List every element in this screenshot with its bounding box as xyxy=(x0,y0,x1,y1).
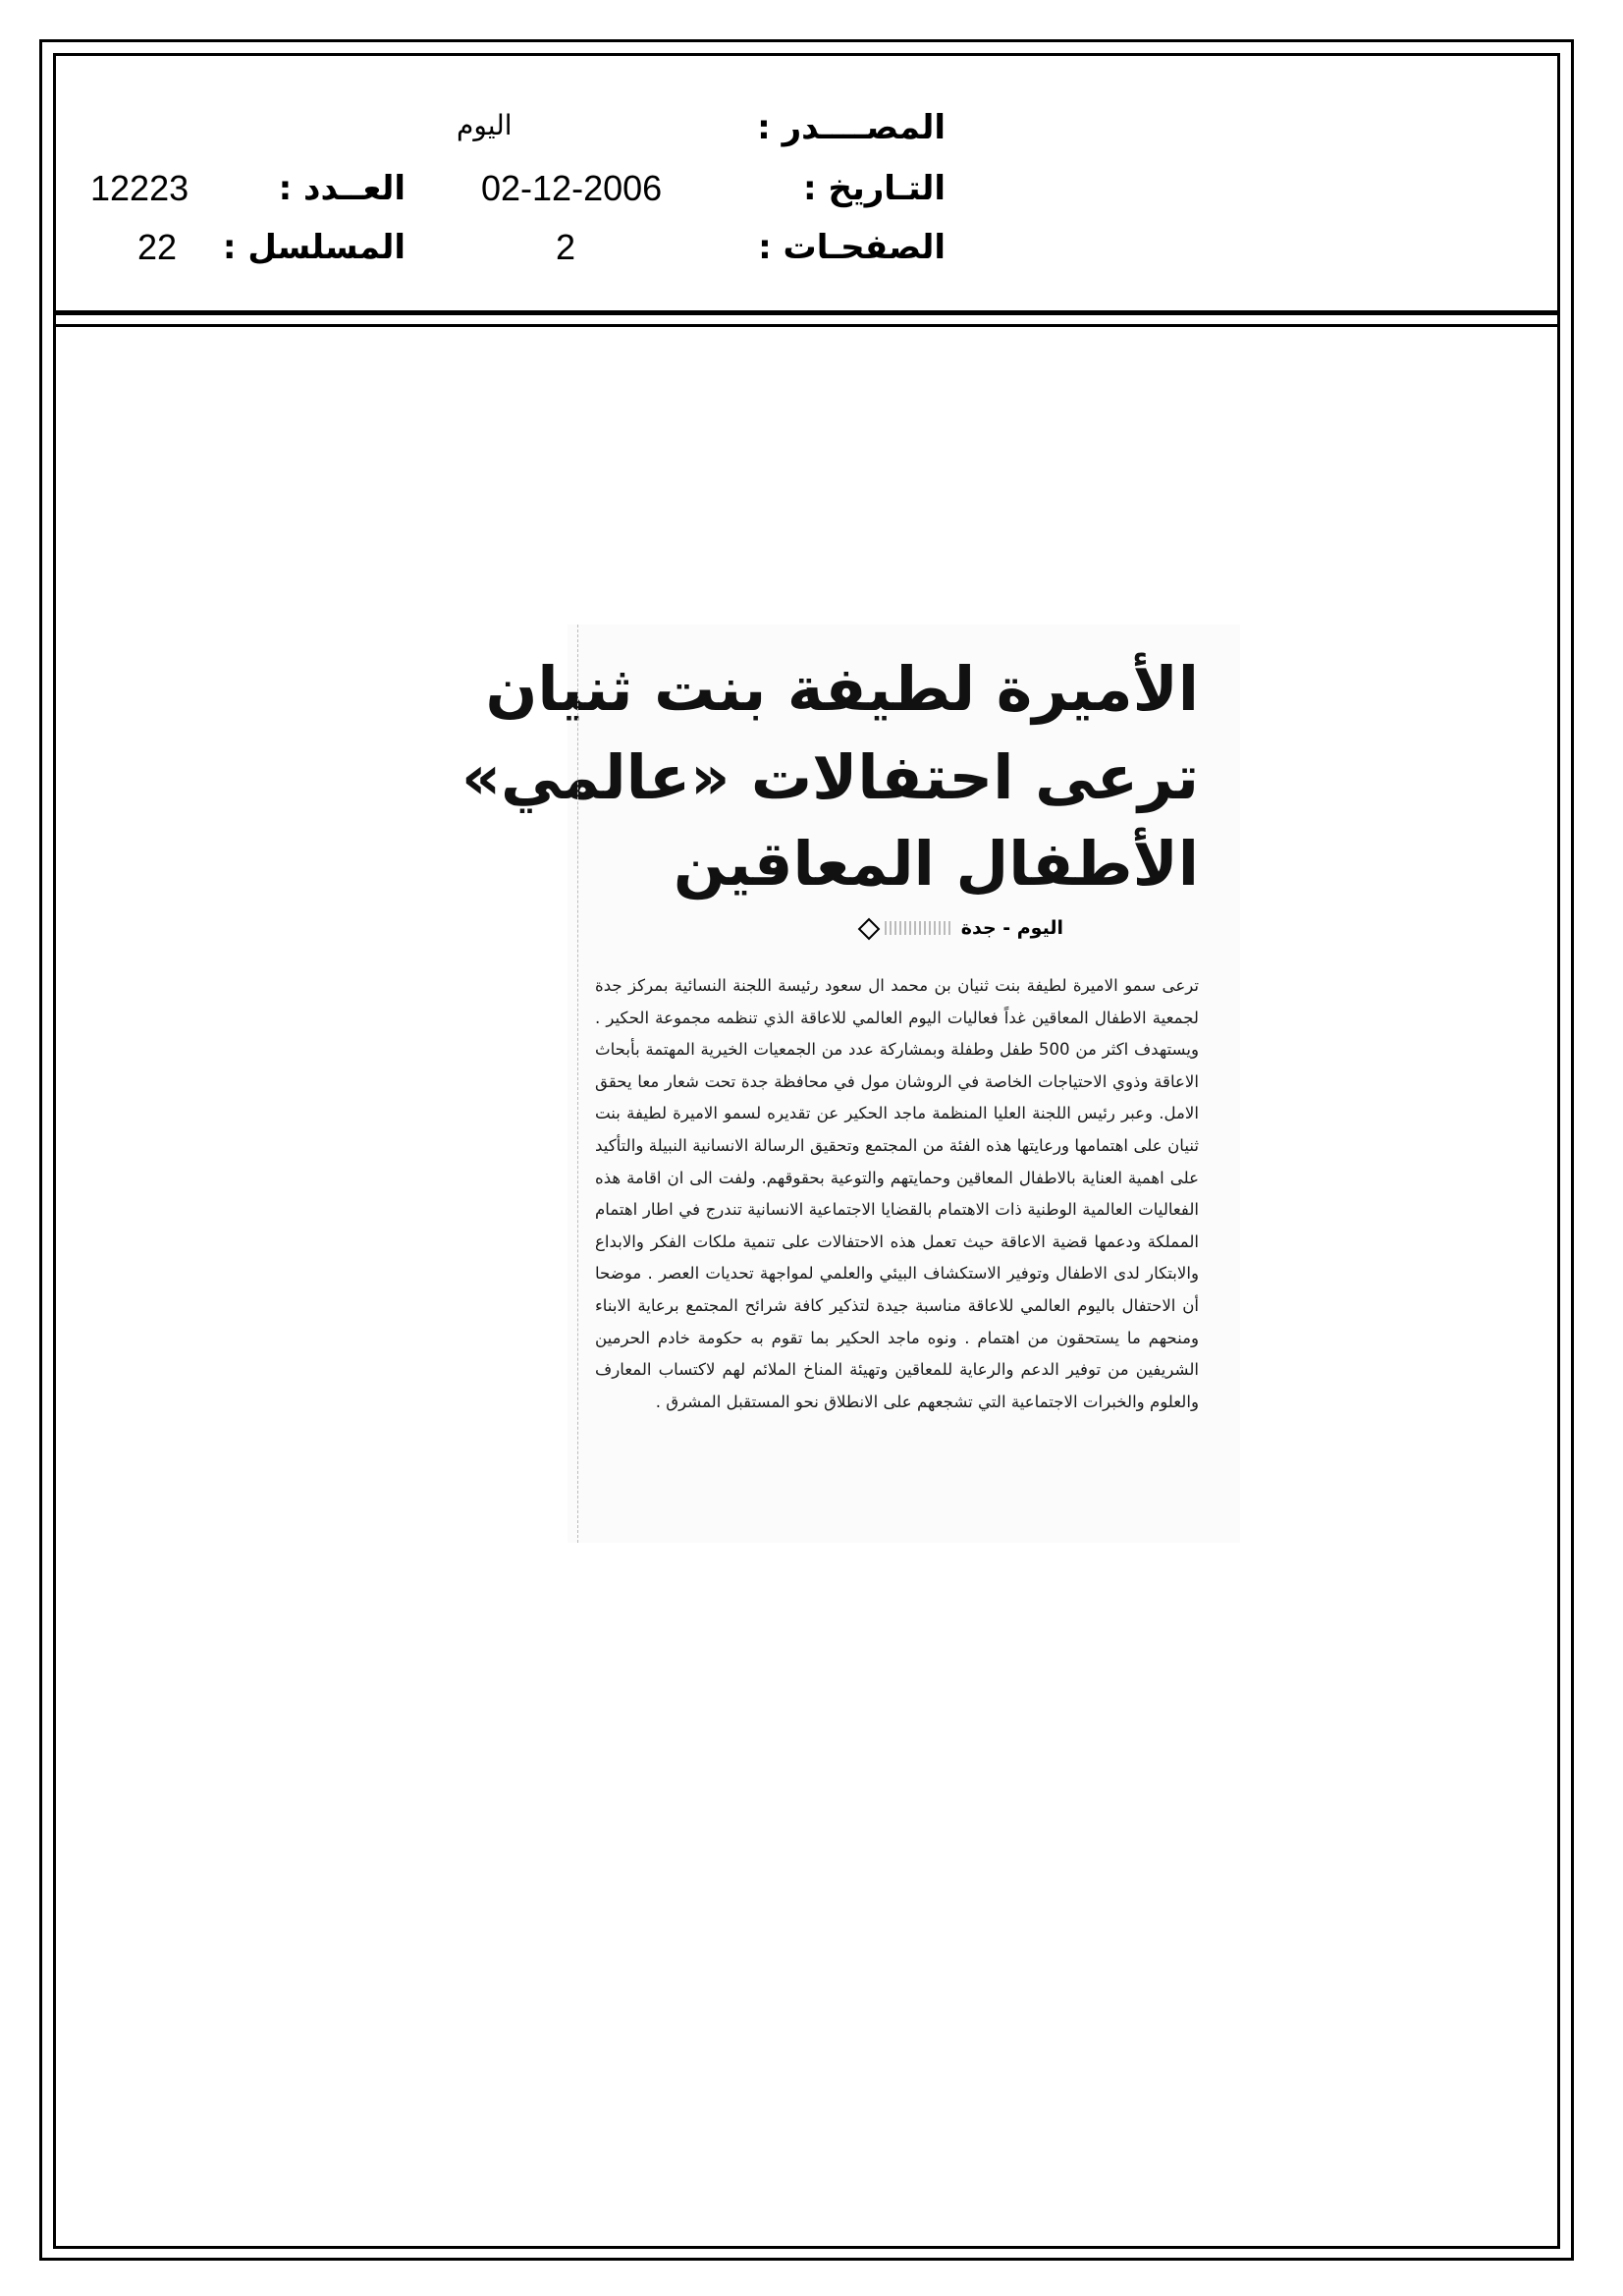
date-value: 02-12-2006 xyxy=(481,168,663,208)
diamond-icon xyxy=(859,919,877,937)
article-clipping xyxy=(460,625,1240,1543)
date-label: التـاريخ : xyxy=(803,169,946,208)
article-body: ترعى سمو الاميرة لطيفة بنت ثنيان بن محمد ال سعود رئيسة اللجنة النسائية بمركز جدة لجمعية الاطفال المعاقين غداً فعاليات اليوم العالمي للاعاقة الذي تنظمه مجموعة الحكير . ويستهدف اكثر من 500 طفل وطفلة وبمشاركة عدد من الجمعيات الخيرية المهتمة بأبحاث الاعاقة وذوي الاحتياجات الخاصة في الروشان مول في محافظة جدة تحت شعار معا يحقق الامل. وعبر رئيس اللجنة العليا المنظمة ماجد الحكير عن تقديره لسمو الاميرة لطيفة بنت ثنيان على اهتمامها ورعايتها هذه الفئة من المجتمع وتحقيق الرسالة الانسانية النبيلة والتأكيد على اهمية العناية بالاطفال المعاقين وحمايتهم والتوعية بحقوقهم. ولفت الى ان اقامة هذه الفعاليات العالمية الوطنية ذات الاهتمام بالقضايا الاجتماعية الانسانية تندرج في اطار اهتمام المملكة ودعمها قضية الاعاقة حيث تعمل هذه الاحتفالات على تنمية ملكات الفكر والابداع والابتكار لدى الاطفال وتوفير الاستكشاف البيئي والعلمي لمواجهة تحديات العصر . موضحا أن الاحتفال باليوم العالمي للاعاقة مناسبة جيدة لتذكير كافة شرائح المجتمع برعاية الابناء ومنحهم ما يستحقون من اهتمام . ونوه ماجد الحكير بما تقوم به حكومة خادم الحرمين الشريفين من توفير الدعم والرعاية للمعاقين وتهيئة المناخ الملائم لهم لاكتساب المعارف والعلوم والخبرات الاجتماعية التي تشجعهم على الانطلاق نحو المستقبل المشرق . xyxy=(595,976,1199,1411)
article-byline xyxy=(859,917,1063,939)
byline-rule xyxy=(885,921,953,935)
header-divider-thin xyxy=(53,324,1560,327)
header-divider xyxy=(53,310,1560,315)
source-value: اليوم xyxy=(457,109,513,141)
article-headline-line-1: الأميرة لطيفة بنت ثنيان xyxy=(485,653,1199,725)
article-headline-line-3: الأطفال المعاقين xyxy=(673,828,1199,900)
article-headline-line-2: ترعى احتفالات «عالمي» xyxy=(460,741,1199,813)
issue-label: العــدد : xyxy=(278,169,406,208)
serial-value: 22 xyxy=(137,227,178,267)
serial-label: المسلسل : xyxy=(222,228,406,267)
pages-label: الصفحـات : xyxy=(758,228,946,267)
clipping-edge xyxy=(577,625,578,1543)
issue-value: 12223 xyxy=(90,168,189,208)
source-label: المصــــدر : xyxy=(757,108,946,147)
pages-value: 2 xyxy=(556,227,576,267)
byline-text: اليوم - جدة xyxy=(960,917,1063,939)
